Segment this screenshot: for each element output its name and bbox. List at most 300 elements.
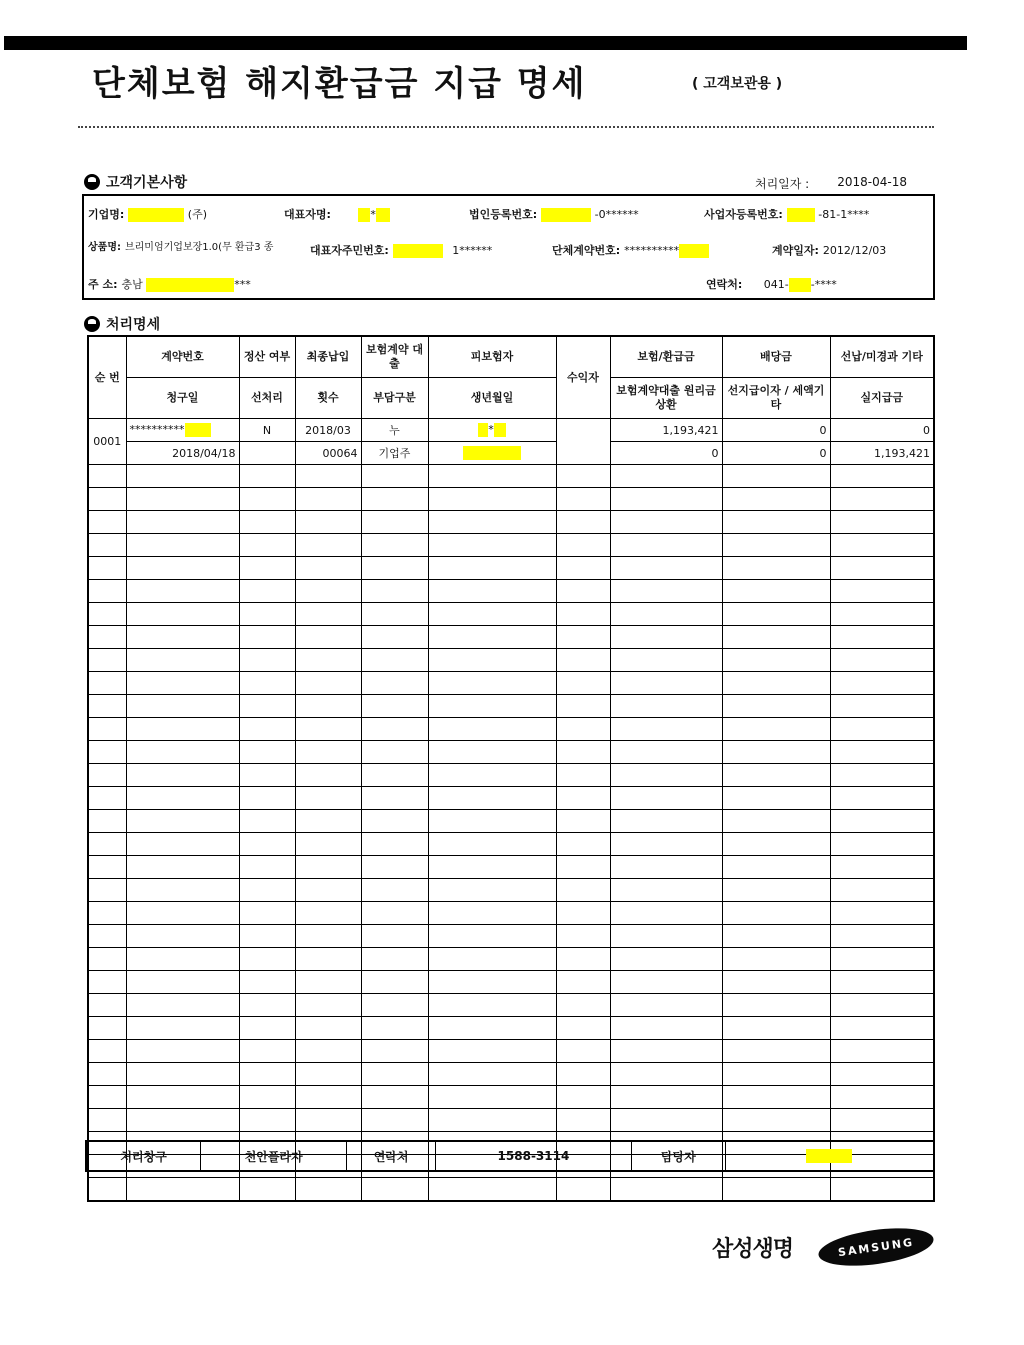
empty-cell	[556, 603, 610, 626]
address-field: 주 소: 충남 ***	[88, 278, 251, 291]
empty-cell	[239, 810, 295, 833]
empty-cell	[830, 787, 934, 810]
empty-cell	[126, 1063, 239, 1086]
rep-name-field: 대표자명: *	[284, 206, 390, 222]
empty-cell	[610, 488, 722, 511]
empty-cell	[88, 833, 126, 856]
empty-cell	[361, 1086, 428, 1109]
empty-cell	[239, 948, 295, 971]
empty-cell	[830, 1178, 934, 1202]
empty-row	[88, 925, 934, 948]
empty-row	[88, 1017, 934, 1040]
empty-cell	[126, 994, 239, 1017]
empty-cell	[830, 695, 934, 718]
empty-row	[88, 902, 934, 925]
empty-row	[88, 626, 934, 649]
detail-heading: 처리명세	[84, 314, 160, 334]
empty-cell	[88, 534, 126, 557]
footer-row	[86, 1141, 934, 1171]
empty-cell	[295, 626, 361, 649]
empty-cell	[88, 902, 126, 925]
empty-cell	[830, 649, 934, 672]
empty-cell	[295, 649, 361, 672]
empty-cell	[830, 810, 934, 833]
empty-cell	[88, 511, 126, 534]
empty-cell	[239, 856, 295, 879]
empty-cell	[428, 718, 556, 741]
basic-info-box	[82, 194, 935, 300]
empty-cell	[610, 902, 722, 925]
empty-cell	[556, 879, 610, 902]
empty-cell	[830, 1109, 934, 1132]
product-field: 상품명: 브리미엄기업보장1.0(무 환급3 종	[88, 242, 274, 253]
empty-cell	[295, 879, 361, 902]
empty-cell	[126, 580, 239, 603]
empty-cell	[610, 879, 722, 902]
empty-cell	[722, 1086, 830, 1109]
th-burden: 부담구분	[361, 378, 428, 419]
empty-cell	[88, 925, 126, 948]
empty-cell	[126, 741, 239, 764]
th-actual: 실지급금	[830, 378, 934, 419]
empty-cell	[361, 971, 428, 994]
company-field: 기업명: (주)	[88, 208, 207, 221]
empty-row	[88, 1109, 934, 1132]
empty-cell	[239, 672, 295, 695]
empty-cell	[830, 1063, 934, 1086]
empty-cell	[722, 557, 830, 580]
manager-value	[725, 1141, 934, 1171]
empty-row	[88, 465, 934, 488]
empty-cell	[830, 764, 934, 787]
empty-cell	[610, 649, 722, 672]
empty-cell	[830, 557, 934, 580]
empty-cell	[556, 948, 610, 971]
empty-cell	[361, 1040, 428, 1063]
empty-cell	[361, 787, 428, 810]
empty-cell	[556, 764, 610, 787]
document-subtitle: ( 고객보관용 )	[692, 76, 783, 92]
empty-cell	[239, 1040, 295, 1063]
empty-cell	[239, 833, 295, 856]
empty-cell	[610, 833, 722, 856]
empty-row	[88, 649, 934, 672]
branch-label: 처리창구	[86, 1141, 201, 1171]
th-interest: 선지급이자 / 세액기타	[722, 378, 830, 419]
empty-cell	[361, 925, 428, 948]
empty-cell	[722, 511, 830, 534]
empty-cell	[830, 925, 934, 948]
empty-cell	[610, 672, 722, 695]
empty-cell	[88, 1017, 126, 1040]
empty-row	[88, 718, 934, 741]
document-title: 단체보험 해지환급금 지급 명세	[92, 64, 587, 104]
empty-cell	[126, 649, 239, 672]
empty-cell	[428, 672, 556, 695]
empty-cell	[361, 580, 428, 603]
cell-dividend: 0	[722, 419, 830, 442]
empty-cell	[722, 948, 830, 971]
empty-cell	[361, 741, 428, 764]
empty-cell	[88, 971, 126, 994]
empty-cell	[239, 1178, 295, 1202]
top-black-bar	[4, 36, 967, 50]
empty-row	[88, 695, 934, 718]
empty-cell	[239, 649, 295, 672]
empty-cell	[556, 488, 610, 511]
empty-cell	[556, 741, 610, 764]
empty-cell	[295, 856, 361, 879]
empty-cell	[295, 833, 361, 856]
empty-cell	[610, 1178, 722, 1202]
empty-cell	[610, 718, 722, 741]
empty-cell	[88, 879, 126, 902]
empty-cell	[126, 787, 239, 810]
empty-cell	[126, 534, 239, 557]
empty-cell	[610, 1109, 722, 1132]
empty-cell	[830, 626, 934, 649]
empty-rows	[88, 465, 934, 1202]
empty-cell	[428, 626, 556, 649]
empty-cell	[556, 1178, 610, 1202]
empty-cell	[295, 1086, 361, 1109]
empty-cell	[239, 1086, 295, 1109]
empty-cell	[830, 741, 934, 764]
empty-cell	[722, 902, 830, 925]
empty-cell	[361, 994, 428, 1017]
empty-cell	[126, 971, 239, 994]
empty-cell	[295, 557, 361, 580]
empty-cell	[361, 902, 428, 925]
empty-cell	[556, 994, 610, 1017]
empty-cell	[722, 810, 830, 833]
table-row	[88, 419, 934, 442]
empty-row	[88, 557, 934, 580]
empty-cell	[722, 741, 830, 764]
rep-id-field: 대표자주민번호: 1******	[310, 244, 493, 257]
empty-cell	[830, 833, 934, 856]
empty-row	[88, 1178, 934, 1202]
empty-cell	[428, 603, 556, 626]
empty-cell	[556, 902, 610, 925]
empty-cell	[295, 1178, 361, 1202]
empty-cell	[610, 534, 722, 557]
cell-contract-no: **********	[126, 419, 239, 442]
empty-cell	[88, 994, 126, 1017]
empty-cell	[428, 1017, 556, 1040]
empty-cell	[239, 741, 295, 764]
empty-cell	[830, 902, 934, 925]
empty-cell	[126, 902, 239, 925]
empty-cell	[295, 488, 361, 511]
empty-cell	[295, 810, 361, 833]
empty-cell	[126, 488, 239, 511]
empty-cell	[361, 1109, 428, 1132]
empty-cell	[239, 1017, 295, 1040]
cell-loan-repay: 0	[610, 442, 722, 465]
empty-cell	[428, 741, 556, 764]
th-insured: 피보험자	[428, 336, 556, 378]
empty-cell	[239, 787, 295, 810]
th-prepay: 선처리	[239, 378, 295, 419]
empty-cell	[610, 1063, 722, 1086]
empty-cell	[722, 994, 830, 1017]
empty-cell	[239, 971, 295, 994]
empty-cell	[610, 810, 722, 833]
empty-cell	[610, 511, 722, 534]
empty-cell	[556, 672, 610, 695]
empty-cell	[556, 971, 610, 994]
empty-cell	[239, 695, 295, 718]
empty-cell	[610, 764, 722, 787]
empty-row	[88, 603, 934, 626]
empty-cell	[830, 971, 934, 994]
empty-cell	[88, 810, 126, 833]
empty-cell	[722, 465, 830, 488]
cell-refund: 1,193,421	[610, 419, 722, 442]
empty-cell	[361, 1017, 428, 1040]
empty-cell	[361, 718, 428, 741]
th-count: 횟수	[295, 378, 361, 419]
cell-other: 0	[830, 419, 934, 442]
detail-table	[87, 335, 935, 1202]
cell-insured: *	[428, 419, 556, 442]
empty-cell	[361, 649, 428, 672]
empty-cell	[239, 488, 295, 511]
biz-no-field: 사업자등록번호: -81-1****	[704, 208, 870, 221]
empty-cell	[610, 1017, 722, 1040]
empty-cell	[239, 879, 295, 902]
empty-cell	[361, 557, 428, 580]
empty-cell	[722, 1063, 830, 1086]
empty-cell	[88, 488, 126, 511]
empty-cell	[88, 1178, 126, 1202]
empty-cell	[126, 1086, 239, 1109]
header-row-1	[88, 336, 934, 378]
th-claim-date: 청구일	[126, 378, 239, 419]
empty-cell	[722, 488, 830, 511]
empty-cell	[830, 465, 934, 488]
empty-cell	[830, 879, 934, 902]
manager-label: 담당자	[631, 1141, 725, 1171]
cell-actual: 1,193,421	[830, 442, 934, 465]
th-birth: 생년월일	[428, 378, 556, 419]
empty-row	[88, 1063, 934, 1086]
empty-cell	[126, 948, 239, 971]
empty-cell	[556, 1017, 610, 1040]
empty-cell	[830, 948, 934, 971]
empty-cell	[428, 994, 556, 1017]
empty-cell	[722, 534, 830, 557]
empty-cell	[722, 695, 830, 718]
empty-cell	[556, 534, 610, 557]
empty-cell	[428, 764, 556, 787]
cell-beneficiary	[556, 419, 610, 465]
empty-cell	[361, 879, 428, 902]
empty-cell	[239, 764, 295, 787]
empty-cell	[88, 649, 126, 672]
empty-cell	[610, 994, 722, 1017]
empty-cell	[428, 695, 556, 718]
empty-cell	[556, 465, 610, 488]
empty-cell	[126, 511, 239, 534]
empty-cell	[556, 511, 610, 534]
empty-cell	[830, 1017, 934, 1040]
empty-cell	[722, 764, 830, 787]
empty-cell	[556, 626, 610, 649]
brand-korean: 삼성생명	[712, 1237, 794, 1262]
footer-contact-label: 연락처	[347, 1141, 436, 1171]
empty-cell	[88, 718, 126, 741]
empty-cell	[126, 1017, 239, 1040]
empty-cell	[239, 718, 295, 741]
empty-cell	[239, 626, 295, 649]
empty-row	[88, 879, 934, 902]
cell-claim-date: 2018/04/18	[126, 442, 239, 465]
th-settle: 정산 여부	[239, 336, 295, 378]
empty-cell	[88, 672, 126, 695]
empty-cell	[361, 856, 428, 879]
empty-cell	[88, 557, 126, 580]
empty-cell	[428, 465, 556, 488]
empty-cell	[830, 1086, 934, 1109]
empty-cell	[88, 787, 126, 810]
cell-last-paid: 2018/03	[295, 419, 361, 442]
empty-cell	[88, 764, 126, 787]
basic-info-heading: 고객기본사항	[84, 172, 187, 192]
empty-cell	[361, 626, 428, 649]
empty-row	[88, 580, 934, 603]
empty-cell	[556, 925, 610, 948]
empty-cell	[556, 1109, 610, 1132]
contract-date-field: 계약일자: 2012/12/03	[772, 244, 887, 257]
empty-cell	[126, 695, 239, 718]
empty-cell	[361, 511, 428, 534]
empty-cell	[428, 488, 556, 511]
empty-cell	[722, 971, 830, 994]
cell-loan: 누	[361, 419, 428, 442]
empty-cell	[722, 672, 830, 695]
empty-cell	[830, 511, 934, 534]
th-loan: 보험계약 대출	[361, 336, 428, 378]
th-dividend: 배당금	[722, 336, 830, 378]
empty-cell	[88, 948, 126, 971]
empty-cell	[361, 465, 428, 488]
empty-cell	[88, 1109, 126, 1132]
cell-burden: 기업주	[361, 442, 428, 465]
cell-prepay	[239, 442, 295, 465]
empty-cell	[610, 603, 722, 626]
corp-no-field: 법인등록번호: -0******	[469, 208, 639, 221]
empty-cell	[126, 1040, 239, 1063]
empty-cell	[295, 511, 361, 534]
process-date: 처리일자 : 2018-04-18	[755, 175, 907, 191]
th-seq: 순 번	[88, 336, 126, 419]
empty-cell	[556, 718, 610, 741]
empty-cell	[610, 787, 722, 810]
empty-cell	[556, 580, 610, 603]
empty-cell	[361, 603, 428, 626]
empty-cell	[88, 695, 126, 718]
empty-cell	[428, 557, 556, 580]
empty-cell	[239, 511, 295, 534]
empty-row	[88, 810, 934, 833]
empty-cell	[556, 557, 610, 580]
empty-cell	[610, 925, 722, 948]
empty-cell	[88, 465, 126, 488]
empty-cell	[428, 925, 556, 948]
empty-cell	[295, 994, 361, 1017]
empty-cell	[610, 1086, 722, 1109]
empty-cell	[428, 948, 556, 971]
empty-row	[88, 1086, 934, 1109]
empty-cell	[428, 1178, 556, 1202]
empty-cell	[239, 994, 295, 1017]
empty-cell	[722, 1040, 830, 1063]
empty-cell	[361, 488, 428, 511]
empty-cell	[239, 1109, 295, 1132]
empty-cell	[88, 1086, 126, 1109]
empty-cell	[295, 603, 361, 626]
empty-cell	[428, 511, 556, 534]
empty-cell	[239, 534, 295, 557]
empty-cell	[88, 741, 126, 764]
empty-cell	[556, 787, 610, 810]
empty-cell	[361, 1063, 428, 1086]
empty-cell	[610, 1040, 722, 1063]
empty-cell	[830, 603, 934, 626]
th-last-paid: 최종납입	[295, 336, 361, 378]
empty-cell	[239, 465, 295, 488]
empty-cell	[722, 879, 830, 902]
empty-cell	[126, 925, 239, 948]
empty-cell	[428, 902, 556, 925]
empty-cell	[428, 534, 556, 557]
empty-cell	[428, 580, 556, 603]
empty-cell	[428, 971, 556, 994]
empty-cell	[126, 557, 239, 580]
group-no-field: 단체계약번호: **********	[552, 242, 709, 258]
empty-cell	[830, 534, 934, 557]
empty-cell	[722, 1109, 830, 1132]
empty-cell	[556, 695, 610, 718]
dotted-divider	[78, 126, 934, 128]
empty-cell	[88, 1063, 126, 1086]
table-row	[88, 442, 934, 465]
empty-cell	[361, 764, 428, 787]
empty-cell	[610, 856, 722, 879]
empty-cell	[556, 810, 610, 833]
empty-cell	[428, 649, 556, 672]
empty-cell	[830, 994, 934, 1017]
empty-cell	[361, 534, 428, 557]
empty-cell	[295, 787, 361, 810]
empty-cell	[295, 1063, 361, 1086]
section-bullet-icon	[84, 316, 100, 332]
empty-cell	[239, 580, 295, 603]
empty-cell	[88, 580, 126, 603]
empty-cell	[722, 833, 830, 856]
empty-cell	[556, 649, 610, 672]
empty-cell	[428, 1040, 556, 1063]
empty-cell	[361, 948, 428, 971]
empty-cell	[295, 672, 361, 695]
section-bullet-icon	[84, 174, 100, 190]
empty-cell	[88, 626, 126, 649]
empty-row	[88, 511, 934, 534]
empty-cell	[239, 902, 295, 925]
empty-cell	[126, 856, 239, 879]
